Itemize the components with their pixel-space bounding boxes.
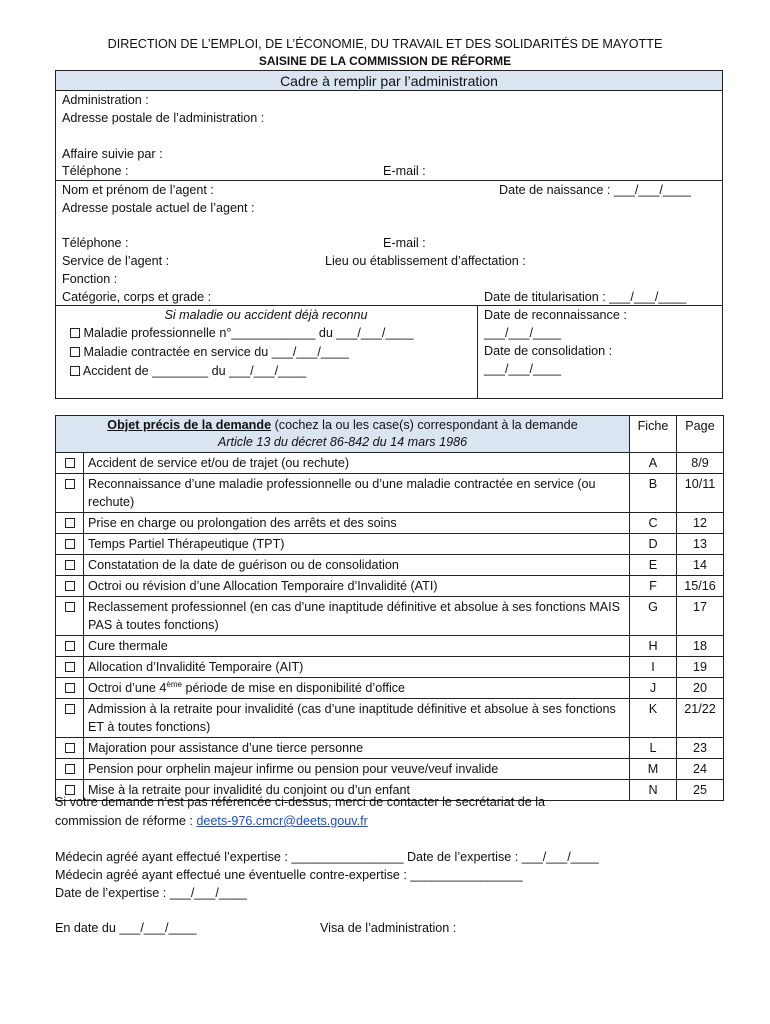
affaire-label: Affaire suivie par : — [62, 147, 163, 161]
checkbox[interactable] — [65, 641, 75, 651]
request-label: Octroi ou révision d’une Allocation Temporaire d’Invalidité (ATI) — [84, 576, 630, 597]
request-fiche: E — [630, 555, 677, 576]
table-row — [56, 534, 724, 555]
request-checkbox-cell[interactable] — [56, 453, 84, 474]
request-checkbox-cell[interactable] — [56, 513, 84, 534]
request-checkbox-cell[interactable] — [56, 699, 84, 738]
request-label: Mise à la retraite pour invalidité du conjoint ou d’un enfant — [84, 780, 630, 801]
request-page: 8/9 — [677, 453, 724, 474]
request-label: Admission à la retraite pour invalidité (cas d’une inaptitude définitive et absolue à ses fonctions ET à toutes fonctions) — [84, 699, 630, 738]
service-label: Service de l’agent : — [62, 254, 170, 268]
table-row — [56, 636, 724, 657]
checkbox[interactable] — [65, 602, 75, 612]
request-page: 21/22 — [677, 699, 724, 738]
request-label: Constatation de la date de guérison ou de consolidation — [84, 555, 630, 576]
date-reconnaissance-value: ___/___/____ — [484, 326, 562, 340]
visa-line: Visa de l’administration : — [320, 921, 457, 935]
maladie-pro-label: Maladie professionnelle n°____________ du ___/___/____ — [83, 326, 414, 340]
table-row — [56, 555, 724, 576]
request-label: Octroi d’une 4ème période de mise en disponibilité d’office — [84, 678, 630, 699]
request-fiche: A — [630, 453, 677, 474]
request-page: 19 — [677, 657, 724, 678]
lieu-label: Lieu ou établissement d’affectation : — [325, 254, 526, 268]
date-reconnaissance-label: Date de reconnaissance : — [484, 308, 627, 322]
date-expertise-line: Date de l’expertise : ___/___/____ — [55, 886, 247, 900]
table-row — [56, 453, 724, 474]
request-checkbox-cell[interactable] — [56, 555, 84, 576]
checkbox[interactable] — [65, 479, 75, 489]
divider — [477, 305, 478, 399]
table-row — [56, 738, 724, 759]
checkbox[interactable] — [65, 662, 75, 672]
col-page-header: Page — [677, 416, 724, 453]
request-checkbox-cell[interactable] — [56, 759, 84, 780]
table-row — [56, 759, 724, 780]
requests-table — [55, 415, 724, 801]
request-checkbox-cell[interactable] — [56, 657, 84, 678]
requests-header — [56, 416, 630, 453]
en-date-line: En date du ___/___/____ — [55, 921, 197, 935]
request-fiche: D — [630, 534, 677, 555]
request-checkbox-cell[interactable] — [56, 597, 84, 636]
request-label: Prise en charge ou prolongation des arrêts et des soins — [84, 513, 630, 534]
request-label: Reclassement professionnel (en cas d’une inaptitude définitive et absolue à ses fonctions MAIS PAS à toutes fonctions) — [84, 597, 630, 636]
request-fiche: J — [630, 678, 677, 699]
request-page: 17 — [677, 597, 724, 636]
accident-option[interactable] — [70, 364, 306, 378]
request-fiche: C — [630, 513, 677, 534]
admin-box-header — [55, 70, 723, 91]
request-fiche: H — [630, 636, 677, 657]
request-fiche: M — [630, 759, 677, 780]
checkbox[interactable] — [65, 764, 75, 774]
table-row — [56, 474, 724, 513]
checkbox[interactable] — [65, 743, 75, 753]
contact-email-link[interactable]: deets-976.cmcr@deets.gouv.fr — [196, 814, 368, 828]
request-label: Pension pour orphelin majeur infirme ou pension pour veuve/veuf invalide — [84, 759, 630, 780]
date-consolidation-value: ___/___/____ — [484, 362, 562, 376]
request-page: 25 — [677, 780, 724, 801]
table-row — [56, 576, 724, 597]
requests-header-article: Article 13 du décret 86-842 du 14 mars 1986 — [217, 435, 468, 449]
request-page: 15/16 — [677, 576, 724, 597]
maladie-contractee-option[interactable] — [70, 345, 349, 359]
requests-header-instruction: (cochez la ou les case(s) correspondant à la demande — [271, 418, 578, 432]
request-page: 23 — [677, 738, 724, 759]
note-line1: Si votre demande n’est pas référencée ci-dessus, merci de contacter le secrétariat de la — [55, 795, 546, 809]
request-label: Accident de service et/ou de trajet (ou rechute) — [84, 453, 630, 474]
table-row — [56, 597, 724, 636]
request-checkbox-cell[interactable] — [56, 474, 84, 513]
administration-label: Administration : — [62, 93, 149, 107]
request-fiche: G — [630, 597, 677, 636]
requests-header-title: Objet précis de la demande — [107, 418, 272, 432]
request-checkbox-cell[interactable] — [56, 576, 84, 597]
adresse-agent-label: Adresse postale actuel de l’agent : — [62, 201, 255, 215]
request-fiche: L — [630, 738, 677, 759]
adresse-admin-label: Adresse postale de l’administration : — [62, 111, 265, 125]
request-fiche: B — [630, 474, 677, 513]
note-line2-text: commission de réforme : — [55, 814, 197, 828]
request-page: 10/11 — [677, 474, 724, 513]
request-checkbox-cell[interactable] — [56, 738, 84, 759]
request-page: 12 — [677, 513, 724, 534]
org-title: DIRECTION DE L’EMPLOI, DE L’ÉCONOMIE, DU TRAVAIL ET DES SOLIDARITÉS DE MAYOTTE — [107, 37, 663, 51]
divider — [55, 180, 723, 181]
col-fiche-header: Fiche — [630, 416, 677, 453]
maladie-pro-option[interactable] — [70, 326, 413, 340]
checkbox[interactable] — [70, 328, 80, 338]
request-fiche: K — [630, 699, 677, 738]
form-title: SAISINE DE LA COMMISSION DE RÉFORME — [258, 54, 512, 68]
request-checkbox-cell[interactable] — [56, 678, 84, 699]
date-naissance-label: Date de naissance : ___/___/____ — [499, 183, 691, 197]
email1-label: E-mail : — [383, 164, 426, 178]
request-page: 13 — [677, 534, 724, 555]
checkbox[interactable] — [65, 704, 75, 714]
request-fiche: N — [630, 780, 677, 801]
accident-label: Accident de ________ du ___/___/____ — [82, 364, 307, 378]
request-label: Reconnaissance d’une maladie professionnelle ou d’une maladie contractée en service (ou rechute) — [84, 474, 630, 513]
admin-box-title: Cadre à remplir par l’administration — [280, 73, 498, 89]
request-label: Majoration pour assistance d’une tierce personne — [84, 738, 630, 759]
table-row — [56, 657, 724, 678]
checkbox[interactable] — [65, 581, 75, 591]
request-fiche: F — [630, 576, 677, 597]
request-label: Allocation d’Invalidité Temporaire (AIT) — [84, 657, 630, 678]
request-label: Cure thermale — [84, 636, 630, 657]
fonction-label: Fonction : — [62, 272, 118, 286]
request-page: 18 — [677, 636, 724, 657]
medecin-expertise-line: Médecin agréé ayant effectué l’expertise : ________________ Date de l’expertise : ___/___/____ — [55, 850, 599, 864]
request-fiche: I — [630, 657, 677, 678]
table-row — [56, 513, 724, 534]
titularisation-label: Date de titularisation : ___/___/____ — [484, 290, 687, 304]
note-line2 — [55, 814, 368, 828]
checkbox[interactable] — [70, 347, 80, 357]
request-checkbox-cell[interactable] — [56, 534, 84, 555]
request-page: 24 — [677, 759, 724, 780]
nom-agent-label: Nom et prénom de l’agent : — [62, 183, 214, 197]
checkbox[interactable] — [65, 539, 75, 549]
request-checkbox-cell[interactable] — [56, 636, 84, 657]
request-page: 20 — [677, 678, 724, 699]
maladie-contractee-label: Maladie contractée en service du ___/___/____ — [83, 345, 349, 359]
reconnu-title: Si maladie ou accident déjà reconnu — [164, 308, 368, 322]
table-row — [56, 699, 724, 738]
checkbox[interactable] — [65, 518, 75, 528]
checkbox[interactable] — [70, 366, 80, 376]
email2-label: E-mail : — [383, 236, 426, 250]
checkbox[interactable] — [65, 458, 75, 468]
telephone1-label: Téléphone : — [62, 164, 129, 178]
date-consolidation-label: Date de consolidation : — [484, 344, 613, 358]
table-header-row — [56, 416, 724, 453]
telephone2-label: Téléphone : — [62, 236, 129, 250]
checkbox[interactable] — [65, 683, 75, 693]
checkbox[interactable] — [65, 560, 75, 570]
request-page: 14 — [677, 555, 724, 576]
request-label: Temps Partiel Thérapeutique (TPT) — [84, 534, 630, 555]
medecin-contre-expertise-line: Médecin agréé ayant effectué une éventuelle contre-expertise : ________________ — [55, 868, 523, 882]
checkbox[interactable] — [65, 785, 75, 795]
categorie-label: Catégorie, corps et grade : — [62, 290, 212, 304]
table-row — [56, 678, 724, 699]
